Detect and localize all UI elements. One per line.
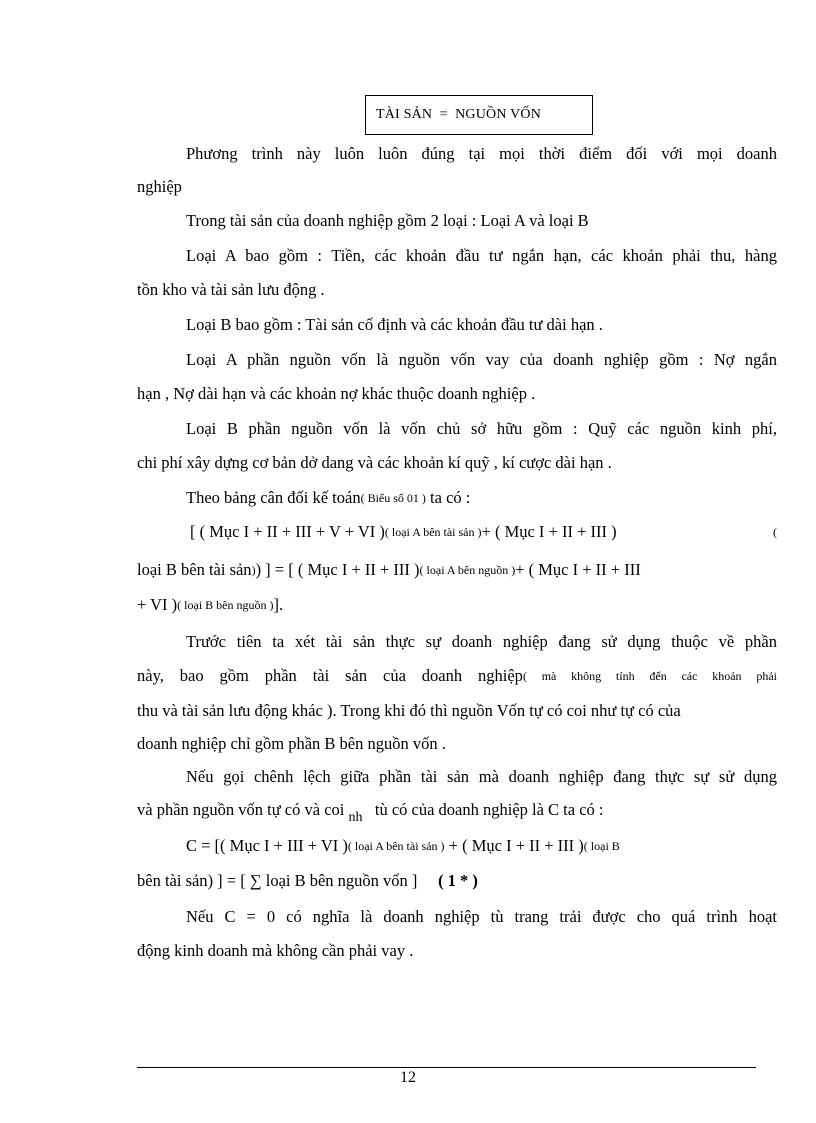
paragraph-line: Loại B phần nguồn vốn là vốn chủ sở hữu gồm : Quỹ các nguồn kinh phí, xyxy=(186,419,777,438)
text-run: thu và tài sản lưu động khác ) xyxy=(137,701,333,720)
text-run: + ( Mục I + II + III ) xyxy=(448,836,584,855)
text-run: ) ] = [ ∑ loại B bên nguồn vốn ] xyxy=(207,871,418,890)
text-run: [ ( Mục I + II + III + V + VI ) xyxy=(190,522,385,541)
formula-line xyxy=(190,521,777,543)
paragraph-line: tồn kho và tài sản lưu động . xyxy=(137,280,325,299)
paragraph-line: Loại A bao gồm : Tiền, các khoản đầu tư ngắn hạn, các khoản phải thu, hàng xyxy=(186,246,777,265)
text-run: loại B bên tài sản xyxy=(137,560,252,579)
footer-rule xyxy=(137,1067,756,1068)
text-run: . Trong khi đó thì nguồn Vốn tự có coi như tự có của xyxy=(332,701,681,720)
page-number: 12 xyxy=(400,1069,416,1086)
paragraph-line: Loại B bao gồm : Tài sản cố định và các khoản đầu tư dài hạn . xyxy=(186,315,603,334)
text-run: ta có : xyxy=(430,488,471,507)
paragraph-line: nghiệp xyxy=(137,177,182,196)
text-run: này, bao gồm phần tài sản của doanh nghiệp xyxy=(137,666,523,685)
note-run: ( loại B xyxy=(583,839,620,853)
note-run: ( loại B bên nguồn ) xyxy=(177,598,274,612)
note-run: ( mà không tính đến các khoản phải xyxy=(522,669,777,683)
text-run: + ( Mục I + II + III xyxy=(515,560,641,579)
equation-box: TÀI SẢN = NGUỒN VỐN xyxy=(365,95,593,135)
note-run: ( loại A bên tài sản ) xyxy=(384,525,482,539)
paragraph-line: doanh nghiệp chỉ gồm phần B bên nguồn vốn . xyxy=(137,734,446,753)
note-run: ( xyxy=(773,525,777,539)
text-run: bên tài sản xyxy=(137,871,208,890)
subscript-run: nh xyxy=(348,810,363,825)
paragraph-line: Trong tài sản của doanh nghiệp gồm 2 loại : Loại A và loại B xyxy=(186,211,589,230)
paragraph-line: Loại A phần nguồn vốn là nguồn vốn vay của doanh nghiệp gồm : Nợ ngắn xyxy=(186,350,777,369)
paragraph-line xyxy=(137,799,777,823)
paragraph-line: chi phí xây dựng cơ bản dở dang và các khoản kí quỹ , kí cược dài hạn . xyxy=(137,453,612,472)
formula-line xyxy=(137,594,777,616)
paragraph-line xyxy=(186,487,777,509)
paragraph-line: Nếu gọi chênh lệch giữa phần tài sản mà doanh nghiệp đang thực sự sử dụng xyxy=(186,767,777,786)
paragraph-line: Nếu C = 0 có nghĩa là doanh nghiệp tù trang trải được cho quá trình hoạt xyxy=(186,907,777,926)
text-run: + ( Mục I + II + III ) xyxy=(481,522,617,541)
paragraph-line xyxy=(137,700,777,722)
text-run: và phần nguồn vốn tự có và coi xyxy=(137,800,345,819)
paragraph-line: Trước tiên ta xét tài sản thực sự doanh nghiệp đang sử dụng thuộc về phần xyxy=(186,632,777,651)
text-run: Theo bảng cân đối kế toán xyxy=(186,488,361,507)
paragraph-line xyxy=(137,665,777,687)
note-run: ( Biểu số 01 ) xyxy=(360,491,426,505)
note-run: ( loại A bên nguồn ) xyxy=(419,563,516,577)
text-run: tù có của doanh nghiệp là C ta có : xyxy=(374,800,604,819)
formula-line xyxy=(137,870,777,892)
note-run: ( loại A bên tài sản ) xyxy=(347,839,445,853)
equation-number: ( 1 * ) xyxy=(438,871,478,890)
paragraph-line: Phương trình này luôn luôn đúng tại mọi thời điểm đối với mọi doanh xyxy=(186,144,777,163)
formula-line xyxy=(186,835,777,857)
paragraph-line: động kinh doanh mà không cần phải vay . xyxy=(137,941,414,960)
text-run: + VI ) xyxy=(137,595,178,614)
text-run: ]. xyxy=(273,595,284,614)
formula-line xyxy=(137,559,777,581)
paragraph-line: hạn , Nợ dài hạn và các khoản nợ khác thuộc doanh nghiệp . xyxy=(137,384,536,403)
text-run: C = [( Mục I + III + VI ) xyxy=(186,836,348,855)
text-run: ) ] = [ ( Mục I + II + III ) xyxy=(255,560,420,579)
note-run: ) xyxy=(251,563,256,577)
